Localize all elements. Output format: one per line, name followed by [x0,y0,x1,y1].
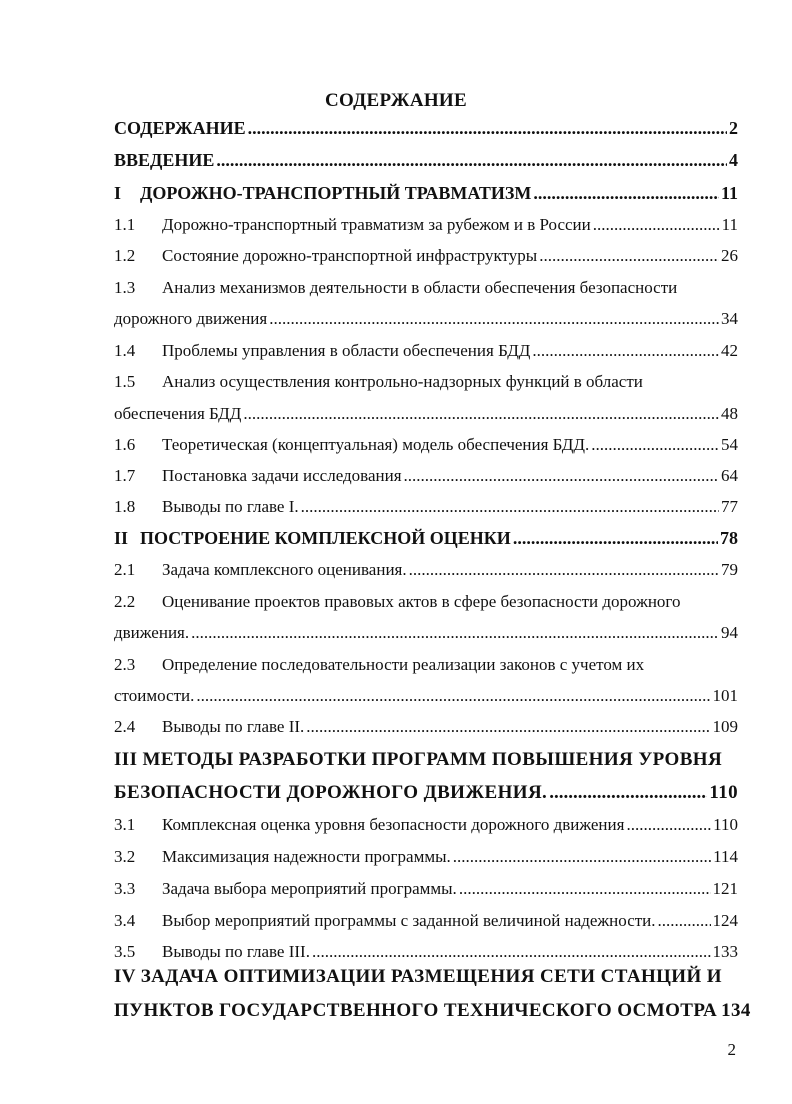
toc-section-2-2-continuation[interactable] [114,623,738,643]
toc-section-number: 3.1 [114,815,136,834]
toc-leader-dots [191,623,719,643]
toc-page-number: 110 [709,782,738,803]
toc-leader-dots [196,686,710,706]
toc-section-number: 1.2 [114,246,136,265]
toc-section-1-6[interactable] [114,435,738,455]
toc-leader-dots [301,497,719,517]
toc-leader-dots [216,150,727,171]
toc-leader-dots [312,942,711,962]
toc-entry-title: Состояние дорожно-транспортной инфраструктуры [162,246,538,265]
toc-section-3-1[interactable] [114,815,738,835]
toc-entry-title: Оценивание проектов правовых актов в сфере безопасности дорожного [162,592,681,611]
toc-section-1-8[interactable] [114,497,738,517]
toc-entry-title: IV ЗАДАЧА ОПТИМИЗАЦИИ РАЗМЕЩЕНИЯ СЕТИ СТАНЦИЙ И [114,966,722,987]
toc-page-number: 11 [720,183,738,203]
toc-entry-title: Дорожно-транспортный травматизм за рубежом и в России [162,215,591,234]
toc-chapter-4-continuation[interactable] [114,1000,751,1022]
toc-entry-title: Комплексная оценка уровня безопасности дорожного движения [162,815,625,834]
toc-section-2-2[interactable] [114,592,738,612]
toc-entry-introduction[interactable] [114,150,738,171]
toc-entry-title-continued: дорожного движения [114,309,268,328]
toc-page-number: 64 [721,466,738,485]
toc-section-1-3-continuation[interactable] [114,309,738,329]
toc-leader-dots [306,717,710,737]
toc-page-number: 133 [712,942,738,961]
toc-section-1-2[interactable] [114,246,738,266]
toc-entry-title: ВВЕДЕНИЕ [114,150,215,170]
toc-page-number: 48 [721,404,738,423]
toc-page-number: 4 [729,150,738,170]
toc-section-number: 2.3 [114,655,136,674]
toc-section-number: 2.4 [114,717,136,736]
toc-section-1-5-continuation[interactable] [114,404,738,424]
toc-leader-dots [533,183,719,204]
toc-section-number: 3.3 [114,879,136,898]
toc-page-number: 54 [721,435,738,454]
toc-section-1-1[interactable] [114,215,738,235]
toc-entry-title: ПОСТРОЕНИЕ КОМПЛЕКСНОЙ ОЦЕНКИ [140,528,511,548]
toc-entry-title: Постановка задачи исследования [162,466,402,485]
toc-section-number: 1.4 [114,341,136,360]
toc-entry-title-continued: движения. [114,623,190,642]
toc-page-number: 79 [721,560,738,579]
toc-page-number: 2 [729,118,738,138]
toc-leader-dots [591,435,719,455]
toc-section-number: 1.7 [114,466,136,485]
toc-section-1-4[interactable] [114,341,738,361]
toc-section-number: 2.1 [114,560,136,579]
toc-entry-title: Задача выбора мероприятий программы. [162,879,457,898]
toc-section-1-7[interactable] [114,466,738,486]
toc-entry-title-continued: стоимости. [114,686,195,705]
toc-entry-title: Анализ осуществления контрольно-надзорных функций в области [162,372,643,391]
toc-section-3-3[interactable] [114,879,738,899]
toc-leader-dots [593,215,720,235]
toc-page-number: 109 [712,717,738,736]
toc-leader-dots [404,466,719,486]
toc-leader-dots [658,911,711,931]
toc-section-3-5[interactable] [114,942,738,962]
toc-leader-dots [453,847,711,867]
toc-chapter-2[interactable] [114,528,738,549]
toc-entry-title: Задача комплексного оценивания. [162,560,407,579]
toc-page-number: 34 [721,309,738,328]
toc-section-number: 1.3 [114,278,136,297]
toc-entry-title: Выводы по главе II. [162,717,305,736]
toc-entry-title-continued: обеспечения БДД [114,404,242,423]
toc-chapter-4[interactable] [114,966,738,988]
toc-leader-dots [269,309,719,329]
toc-page-number: 101 [712,686,738,705]
toc-section-number: 3.2 [114,847,136,866]
toc-page-number: 11 [721,215,738,234]
toc-section-number: 1.8 [114,497,136,516]
toc-entry-title: Теоретическая (концептуальная) модель обеспечения БДД. [162,435,590,454]
toc-chapter-3[interactable] [114,749,738,771]
toc-section-number: 2.2 [114,592,136,611]
toc-page-number: 77 [721,497,738,516]
toc-leader-dots [539,246,719,266]
toc-section-2-4[interactable] [114,717,738,737]
page-title: СОДЕРЖАНИЕ [325,90,467,111]
toc-section-3-4[interactable] [114,911,738,931]
toc-entry-title: Анализ механизмов деятельности в области обеспечения безопасности [162,278,678,297]
toc-section-number: 3.4 [114,911,136,930]
toc-page-number: 124 [712,911,738,930]
toc-leader-dots [459,879,711,899]
toc-leader-dots [549,782,707,804]
toc-section-number: 3.5 [114,942,136,961]
toc-entry-title: Максимизация надежности программы. [162,847,451,866]
toc-page-number: 26 [721,246,738,265]
toc-chapter-number: II [114,528,129,548]
toc-entry-title-continued: БЕЗОПАСНОСТИ ДОРОЖНОГО ДВИЖЕНИЯ. [114,782,548,803]
toc-page-number: 78 [720,528,738,548]
toc-section-number: 1.5 [114,372,136,391]
page-number: 2 [727,1040,736,1059]
toc-section-2-3-continuation[interactable] [114,686,738,706]
toc-leader-dots [243,404,719,424]
toc-section-1-5[interactable] [114,372,738,392]
toc-entry-title: Выбор мероприятий программы с заданной величиной надежности. [162,911,656,930]
toc-page-number: 110 [713,815,738,834]
toc-chapter-1[interactable] [114,183,738,204]
toc-leader-dots [532,341,719,361]
toc-section-1-3[interactable] [114,278,738,298]
toc-leader-dots [409,560,719,580]
toc-page-number: 121 [712,879,738,898]
toc-section-2-1[interactable] [114,560,738,580]
toc-entry-contents[interactable] [114,118,738,139]
toc-page-number: 134 [721,1000,751,1021]
toc-entry-title: Выводы по главе III. [162,942,310,961]
toc-entry-title: ДОРОЖНО-ТРАНСПОРТНЫЙ ТРАВМАТИЗМ [140,183,532,203]
toc-page-number: 42 [721,341,738,360]
toc-entry-title-continued: ПУНКТОВ ГОСУДАРСТВЕННОГО ТЕХНИЧЕСКОГО ОСМОТРА [114,1000,718,1021]
toc-leader-dots [513,528,718,549]
toc-entry-title: Проблемы управления в области обеспечения БДД [162,341,531,360]
toc-section-3-2[interactable] [114,847,738,867]
toc-chapter-number: I [114,183,122,203]
toc-entry-title: Выводы по главе I. [162,497,299,516]
toc-entry-title: III МЕТОДЫ РАЗРАБОТКИ ПРОГРАММ ПОВЫШЕНИЯ УРОВНЯ [114,749,723,770]
toc-entry-title: Определение последовательности реализации законов с учетом их [162,655,645,674]
toc-section-number: 1.1 [114,215,136,234]
toc-chapter-3-continuation[interactable] [114,782,738,804]
toc-page-number: 114 [713,847,738,866]
toc-section-2-3[interactable] [114,655,738,675]
toc-entry-title: СОДЕРЖАНИЕ [114,118,246,138]
toc-page-number: 94 [721,623,738,642]
toc-section-number: 1.6 [114,435,136,454]
toc-leader-dots [248,118,727,139]
toc-leader-dots [626,815,711,835]
